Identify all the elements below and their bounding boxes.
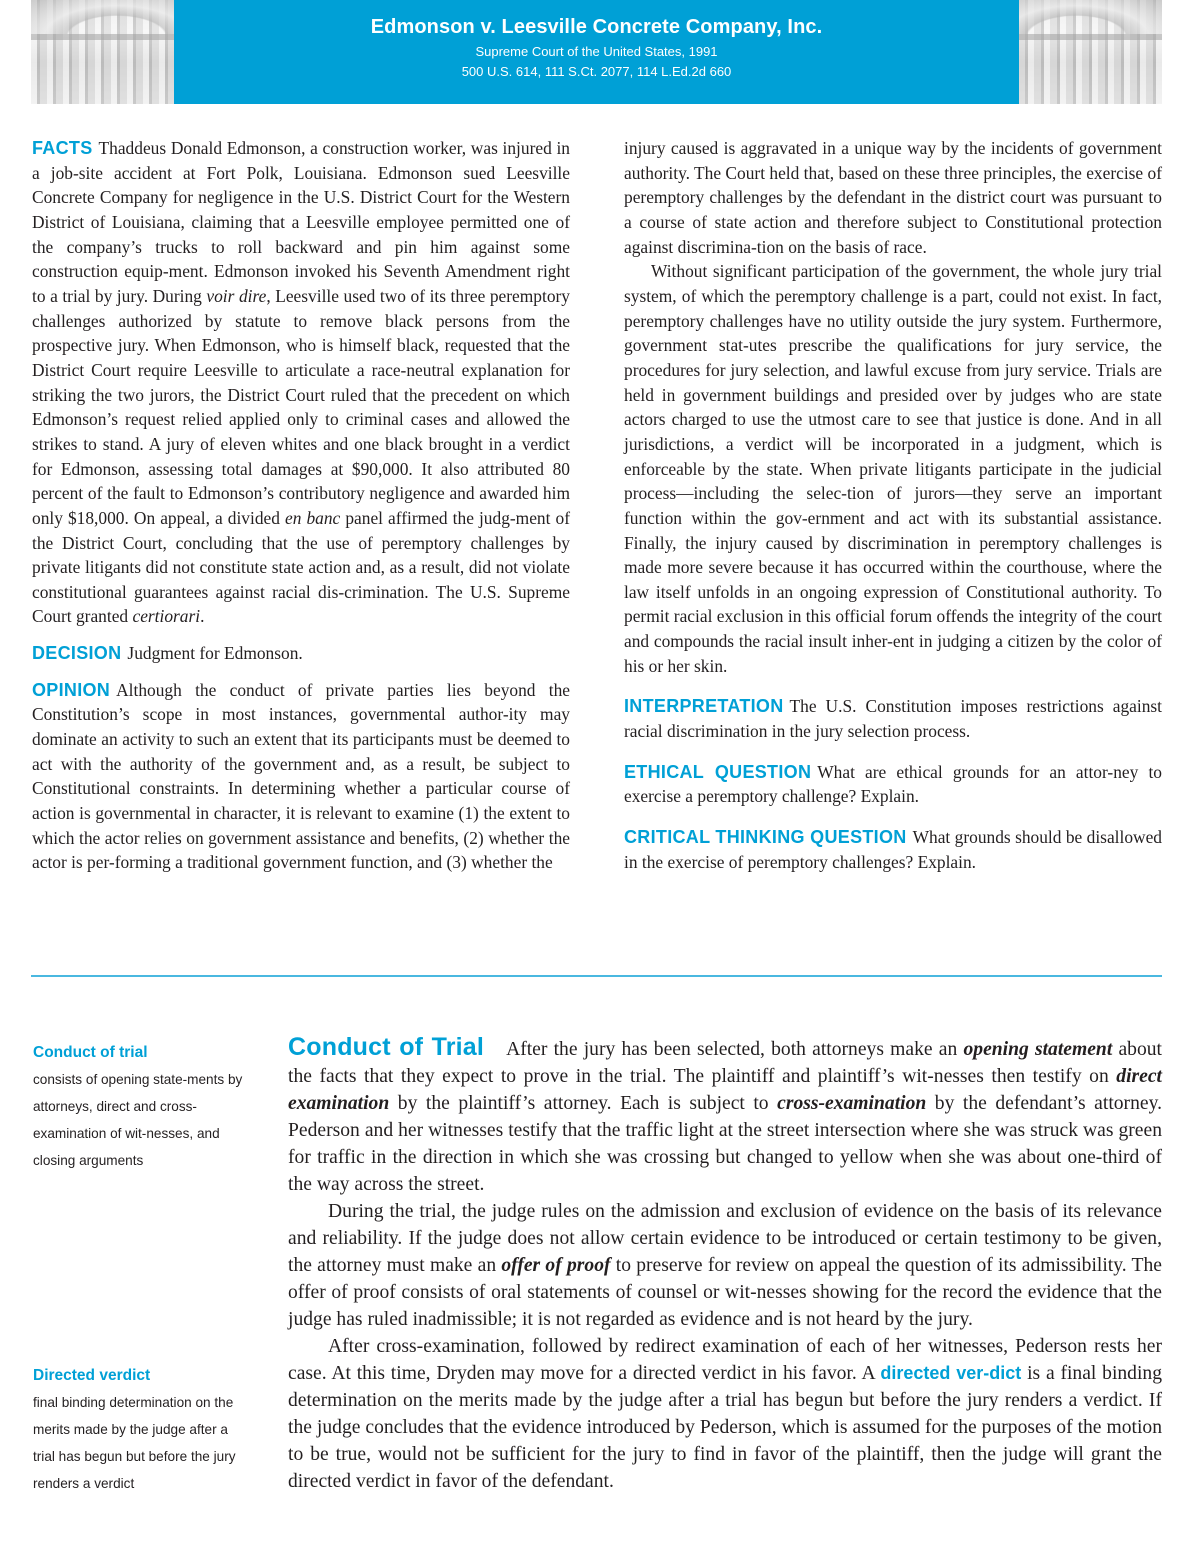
body-paragraph-3: [288, 1333, 1162, 1495]
case-brief-right-column: [624, 136, 1162, 874]
key-term-cross-examination: cross-examination: [777, 1093, 927, 1114]
key-term-opening-statement: opening statement: [963, 1039, 1113, 1060]
en-banc-term: en banc: [285, 507, 341, 528]
margin-note-conduct-of-trial: [33, 1039, 243, 1174]
conduct-of-trial-section: [288, 1034, 1162, 1495]
opinion-text: Although the conduct of private parties lies beyond the Constitution’s scope in most instances, governmental author-ity may dominate an activity to such an extent that its participants must be deemed to act with the authority of the government and, as a result, be subject to Constitutional constraints. In determining whether a particular course of action is governmental in character, it is relevant to examine (1) the extent to which the actor relies on government assistance and benefits, (2) whether the actor is per-forming a traditional government function, and (3) whether the: [32, 679, 570, 873]
body-text: by the plaintiff’s attorney. Each is subject to: [389, 1093, 778, 1114]
margin-note-text: final binding determination on the merits made by the judge after a trial has begun but before the jury renders a verdict: [33, 1395, 236, 1491]
opinion-paragraph-2: Without significant participation of the government, the whole jury trial system, of which the peremptory challenge is a part, could not exist. In fact, peremptory challenges have no utility outside the jury system. Furthermore, government stat-utes prescribe the qualifications for jury service, the procedures for jury selection, and lawful excuse from jury service. Trials are held in government buildings and presided over by judges who are state actors charged to use the utmost care to see that justice is done. And in all jurisdictions, a verdict will be incorporated in a judgment, which is enforceable by the state. When private litigants participate in the judicial process—including the selec-tion of jurors—they serve an important function within the gov-ernment and act with its substantial assistance. Finally, the injury caused by discrimination in peremptory challenges is made more severe because it has occurred within the courthouse, where the law itself unfolds in an ongoing expression of Constitutional authority. To permit racial exclusion in this official forum offends the integrity of the court and compounds the racial insult inher-ent in judging a citizen by the color of his or her skin.: [624, 261, 1162, 676]
case-brief-left-column: [32, 136, 570, 875]
facts-text: Thaddeus Donald Edmonson, a construction worker, was injured in a job-site accident at Fort Polk, Louisiana. Edmonson sued Leesville Concrete Company for negligence in the U.S. District Court for the Western District of Louisiana, claiming that a Leesville employee permitted one of the company’s trucks to roll backward and pin him against some construction equip-ment. Edmonson invoked his Seventh Amendment right to a trial by jury. During: [32, 138, 570, 306]
case-banner: [31, 0, 1162, 104]
opinion-paragraph: [32, 678, 570, 875]
facts-text: panel affirmed the judg-ment of the District Court, concluding that the use of peremptory challenges by private litigants did not constitute state action and, as a result, did not violate constitutional guarantees against racial dis-crimination. The U.S. Supreme Court granted: [32, 507, 570, 627]
decision-paragraph: [32, 641, 570, 666]
decision-label: DECISION: [32, 643, 122, 664]
critical-thinking-label: CRITICAL THINKING QUESTION: [624, 827, 907, 848]
certiorari-term: certiorari: [132, 606, 201, 627]
body-text: After cross-examination, followed by redirect examination of each of her witnesses, Pederson rests her case. At this time, Dryden may move for a directed verdict in his favor. A: [288, 1336, 1162, 1384]
interpretation-paragraph: [624, 694, 1162, 743]
body-paragraph-1: [288, 1034, 1162, 1198]
body-text: about the facts that they expect to prove in the trial. The plaintiff and plaintiff’s wit-nesses then testify on: [288, 1039, 1162, 1087]
body-text: During the trial, the judge rules on the admission and exclusion of evidence on the basis of its relevance and reliability. If the judge does not allow certain evidence to be introduced or certain testimony to be given, the attorney must make an: [288, 1201, 1162, 1276]
margin-note-directed-verdict: [33, 1362, 243, 1497]
margin-note-text: consists of opening state-ments by attorneys, direct and cross-examination of wit-nesses, and closing arguments: [33, 1072, 243, 1168]
case-caption: [174, 0, 1019, 104]
courthouse-columns-image-left: [31, 0, 174, 104]
ethical-question-paragraph: [624, 760, 1162, 809]
decision-text: Judgment for Edmonson.: [127, 643, 303, 664]
case-title: Edmonson v. Leesville Concrete Company, Inc.: [370, 16, 823, 38]
facts-text: , Leesville used two of its three peremptory challenges authorized by statute to remove black persons from the prospective jury. When Edmonson, who is himself black, requested that the District Court require Leesville to articulate a race-neutral explanation for striking the two jurors, the District Court ruled that the precedent on which Edmonson’s request relied applied only to criminal cases and allowed the strikes to stand. A jury of eleven whites and one black brought in a verdict for Edmonson, assessing total damages at $90,000. It also attributed 80 percent of the fault to Edmonson’s contributory negligence and awarded him only $18,000. On appeal, a divided: [32, 285, 570, 528]
margin-note-title: Conduct of trial: [33, 1044, 148, 1061]
ethical-question-label: ETHICAL QUESTION: [624, 761, 812, 782]
case-court: Supreme Court of the United States, 1991: [475, 44, 718, 59]
critical-thinking-paragraph: [624, 825, 1162, 874]
body-paragraph-2: [288, 1198, 1162, 1333]
body-text: to preserve for review on appeal the question of its admissibility. The offer of proof consists of oral statements of counsel or wit-nesses showing for the record the evidence that the judge has ruled inadmissible; it is not regarded as evidence and is not heard by the jury.: [288, 1255, 1162, 1330]
opinion-label: OPINION: [32, 679, 111, 700]
body-text: by the defendant’s attorney. Pederson and her witnesses testify that the traffic light at the street intersection where she was struck was green for traffic in the direction in which she was crossing but changed to yellow when she was about one-third of the way across the street.: [288, 1093, 1162, 1195]
facts-paragraph: [32, 136, 570, 629]
interpretation-text: The U.S. Constitution imposes restrictions against racial discrimination in the jury selection process.: [624, 696, 1162, 742]
body-text: is a final binding determination on the merits made by the judge after a trial has begun but before the jury renders a verdict. If the judge concludes that the evidence introduced by Pederson, which is assumed for the purposes of the motion to be true, would not be sufficient for the jury to find in favor of the plaintiff, then the judge will grant the directed verdict in favor of the defendant.: [288, 1363, 1163, 1492]
key-term-offer-of-proof: offer of proof: [501, 1255, 611, 1276]
facts-text: .: [200, 606, 205, 627]
voir-dire-term: voir dire: [206, 285, 267, 306]
section-heading: Conduct of Trial: [288, 1033, 485, 1061]
courthouse-columns-image-right: [1019, 0, 1162, 104]
section-divider: [31, 975, 1162, 977]
glossary-term-directed-verdict: directed ver-dict: [880, 1363, 1022, 1383]
interpretation-label: INTERPRETATION: [624, 696, 784, 717]
margin-note-title: Directed verdict: [33, 1367, 151, 1384]
opinion-continued: injury caused is aggravated in a unique way by the incidents of government authority. The Court held that, based on these three principles, the exercise of peremptory challenges by the defendant in the district court was pursuant to a course of state action and therefore subject to Constitutional protection against discrimina-tion on the basis of race.: [624, 138, 1162, 257]
critical-thinking-text: What grounds should be disallowed in the exercise of peremptory challenges? Explain.: [624, 827, 1163, 872]
facts-label: FACTS: [32, 138, 93, 158]
body-text: After the jury has been selected, both attorneys make an: [506, 1039, 964, 1060]
case-citation: 500 U.S. 614, 111 S.Ct. 2077, 114 L.Ed.2d 660: [461, 64, 732, 79]
key-term-direct-examination: direct examination: [288, 1066, 1162, 1114]
ethical-question-text: What are ethical grounds for an attor-ney to exercise a peremptory challenge? Explain.: [624, 761, 1162, 807]
